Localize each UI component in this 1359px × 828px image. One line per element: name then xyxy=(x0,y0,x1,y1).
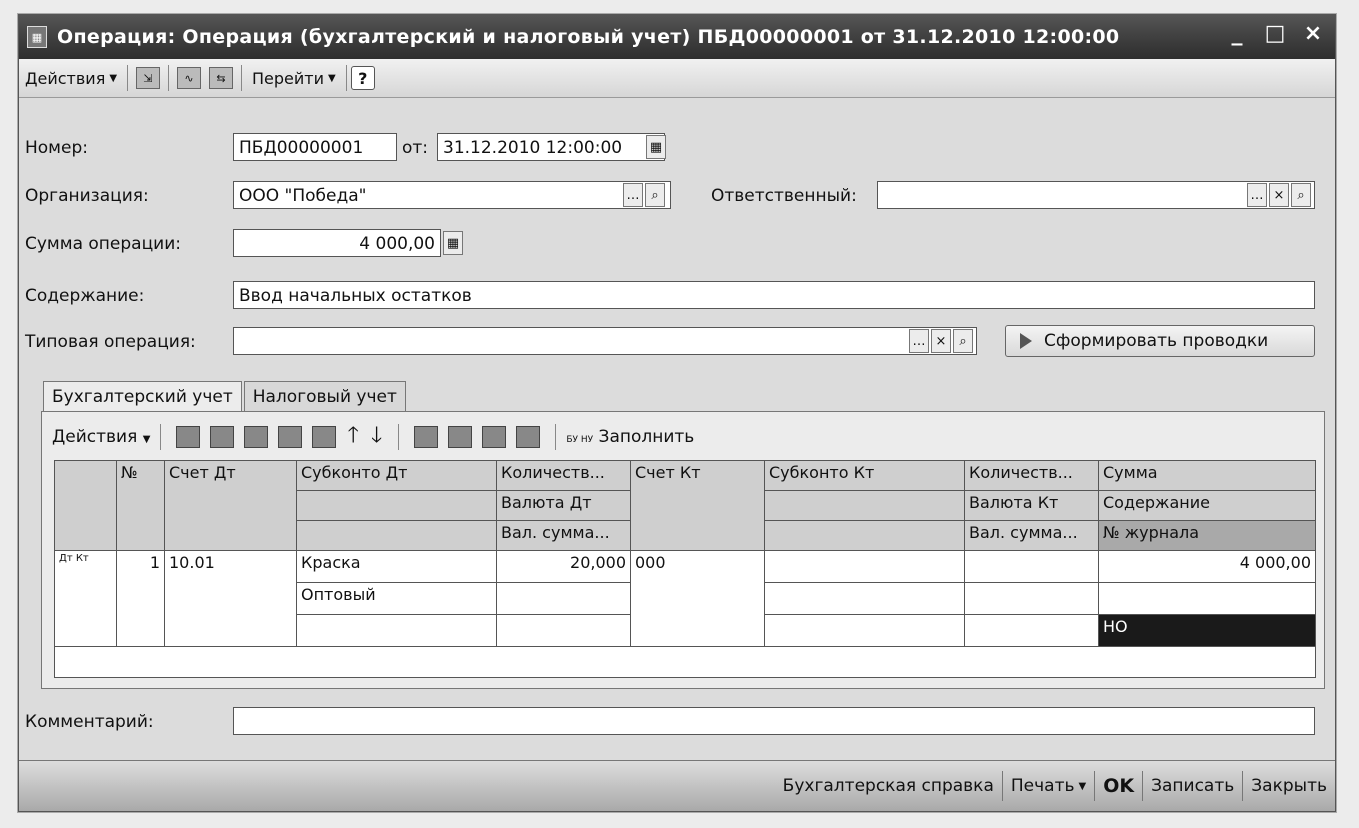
content-field[interactable]: Ввод начальных остатков xyxy=(233,281,1315,309)
actions-menu-label: Действия xyxy=(25,68,106,88)
row-valsum-dt-cell[interactable] xyxy=(497,615,631,647)
sort-icon[interactable] xyxy=(482,426,506,448)
col-acc-dt-header[interactable]: Счет Дт xyxy=(165,461,297,551)
movements-icon[interactable]: ⇆ xyxy=(209,67,233,89)
row-marker-header xyxy=(55,461,117,551)
print-menu-button[interactable]: Печать ▼ xyxy=(1010,776,1087,796)
save-button[interactable]: Записать xyxy=(1151,776,1235,796)
date-from-label: от: xyxy=(402,138,429,158)
row-sum-cell[interactable]: 4 000,00 xyxy=(1099,551,1315,583)
filter-icon[interactable] xyxy=(448,426,472,448)
responsible-label: Ответственный: xyxy=(711,186,857,206)
accounting-tab-panel xyxy=(41,411,1325,689)
select-ellipsis-button[interactable]: … xyxy=(909,329,929,353)
typical-operation-field[interactable] xyxy=(233,327,977,355)
arrow-up-icon[interactable]: 🡑 xyxy=(347,423,359,448)
fill-button[interactable]: БУ НУ Заполнить xyxy=(566,427,695,447)
end-edit-icon[interactable] xyxy=(312,426,336,448)
calendar-icon[interactable]: ▦ xyxy=(646,135,666,159)
select-ellipsis-button[interactable]: … xyxy=(1247,183,1267,207)
col-valsum-dt-header[interactable]: Вал. сумма... xyxy=(497,521,631,551)
row-sub-kt-3-cell[interactable] xyxy=(765,615,965,647)
col-cur-kt-header[interactable]: Валюта Кт xyxy=(965,491,1099,521)
row-valsum-kt-cell[interactable] xyxy=(965,615,1099,647)
operation-window xyxy=(18,14,1336,812)
row-sub-kt-2-cell[interactable] xyxy=(765,583,965,615)
title-bar xyxy=(19,15,1335,59)
table-toolbar xyxy=(52,422,694,452)
goto-menu[interactable] xyxy=(246,63,342,93)
arrow-down-icon[interactable]: 🡓 xyxy=(370,423,383,448)
col-no-header[interactable]: № xyxy=(117,461,165,551)
col-sum-header[interactable]: Сумма xyxy=(1099,461,1315,491)
row-sub-kt-1-cell[interactable] xyxy=(765,551,965,583)
tab-tax[interactable]: Налоговый учет xyxy=(244,381,406,412)
table-actions-menu[interactable]: Действия ▼ xyxy=(52,427,151,447)
row-qty-dt-cell[interactable]: 20,000 xyxy=(497,551,631,583)
copy-row-icon[interactable] xyxy=(210,426,234,448)
add-row-icon[interactable] xyxy=(176,426,200,448)
col-cur-dt-header[interactable]: Валюта Дт xyxy=(497,491,631,521)
generate-postings-label: Сформировать проводки xyxy=(1044,331,1269,351)
col-journal-header[interactable]: № журнала xyxy=(1099,521,1315,551)
comment-field[interactable] xyxy=(233,707,1315,735)
calculator-icon[interactable]: ▦ xyxy=(443,231,463,255)
open-search-icon[interactable]: ⌕ xyxy=(1291,183,1311,207)
postings-table xyxy=(54,460,1316,678)
accounting-report-button[interactable]: Бухгалтерская справка xyxy=(782,776,994,796)
row-acc-kt-cell[interactable]: 000 xyxy=(631,551,765,647)
document-icon: ▦ xyxy=(27,26,47,48)
close-button[interactable]: Закрыть xyxy=(1251,776,1327,796)
col-acc-kt-header[interactable]: Счет Кт xyxy=(631,461,765,551)
content-label: Содержание: xyxy=(25,286,145,306)
col-content-header[interactable]: Содержание xyxy=(1099,491,1315,521)
typical-operation-label: Типовая операция: xyxy=(25,332,196,352)
play-icon xyxy=(1020,333,1032,349)
comment-label: Комментарий: xyxy=(25,712,154,732)
maximize-button[interactable]: □ xyxy=(1264,21,1286,46)
clear-icon[interactable]: × xyxy=(931,329,951,353)
table-settings-icon[interactable] xyxy=(516,426,540,448)
number-field[interactable]: ПБД00000001 xyxy=(233,133,397,161)
row-cur-kt-cell[interactable] xyxy=(965,583,1099,615)
row-acc-dt-cell[interactable]: 10.01 xyxy=(165,551,297,647)
col-sub-kt-header[interactable]: Субконто Кт xyxy=(765,461,965,491)
chevron-down-icon: ▼ xyxy=(109,72,118,84)
col-qty-dt-header[interactable]: Количеств... xyxy=(497,461,631,491)
number-label: Номер: xyxy=(25,138,88,158)
footer-bar xyxy=(19,760,1335,811)
col-qty-kt-header[interactable]: Количеств... xyxy=(965,461,1099,491)
select-ellipsis-button[interactable]: … xyxy=(623,183,643,207)
close-window-button[interactable]: × xyxy=(1303,21,1323,46)
main-toolbar xyxy=(19,59,1335,98)
amount-label: Сумма операции: xyxy=(25,234,181,254)
actions-menu[interactable] xyxy=(19,63,123,93)
tab-accounting[interactable]: Бухгалтерский учет xyxy=(43,381,242,412)
row-cur-dt-cell[interactable] xyxy=(497,583,631,615)
row-no-cell[interactable]: 1 xyxy=(117,551,165,647)
bu-nu-icon: БУ НУ xyxy=(566,435,594,445)
clear-icon[interactable]: × xyxy=(1269,183,1289,207)
date-field[interactable]: 31.12.2010 12:00:00 xyxy=(437,133,665,161)
open-search-icon[interactable]: ⌕ xyxy=(953,329,973,353)
goto-menu-label: Перейти xyxy=(252,68,325,88)
row-qty-kt-cell[interactable] xyxy=(965,551,1099,583)
row-sub-dt-3-cell[interactable] xyxy=(297,615,497,647)
organization-field[interactable]: ООО "Победа" xyxy=(233,181,671,209)
col-valsum-kt-header[interactable]: Вал. сумма... xyxy=(965,521,1099,551)
help-button[interactable]: ? xyxy=(351,66,375,90)
post-and-close-icon[interactable]: ⇲ xyxy=(136,67,160,89)
delete-row-icon[interactable] xyxy=(278,426,302,448)
col-sub-dt-header[interactable]: Субконто Дт xyxy=(297,461,497,491)
find-icon[interactable] xyxy=(414,426,438,448)
row-sub-dt-1-cell[interactable]: Краска xyxy=(297,551,497,583)
row-content-cell[interactable] xyxy=(1099,583,1315,615)
amount-field[interactable]: 4 000,00 xyxy=(233,229,441,257)
window-title: Операция: Операция (бухгалтерский и налоговый учет) ПБД00000001 от 31.12.2010 12:00:00 xyxy=(57,26,1120,48)
structure-icon[interactable]: ∿ xyxy=(177,67,201,89)
minimize-button[interactable]: _ xyxy=(1231,21,1243,46)
row-journal-cell[interactable]: НО xyxy=(1099,615,1315,647)
edit-row-icon[interactable] xyxy=(244,426,268,448)
chevron-down-icon: ▼ xyxy=(328,72,336,84)
generate-postings-button[interactable] xyxy=(1005,325,1315,357)
ok-button[interactable]: OK xyxy=(1103,775,1135,797)
organization-label: Организация: xyxy=(25,186,149,206)
open-search-icon[interactable]: ⌕ xyxy=(645,183,665,207)
row-dt-kt-marker: Дт Кт xyxy=(55,551,117,647)
row-sub-dt-2-cell[interactable]: Оптовый xyxy=(297,583,497,615)
